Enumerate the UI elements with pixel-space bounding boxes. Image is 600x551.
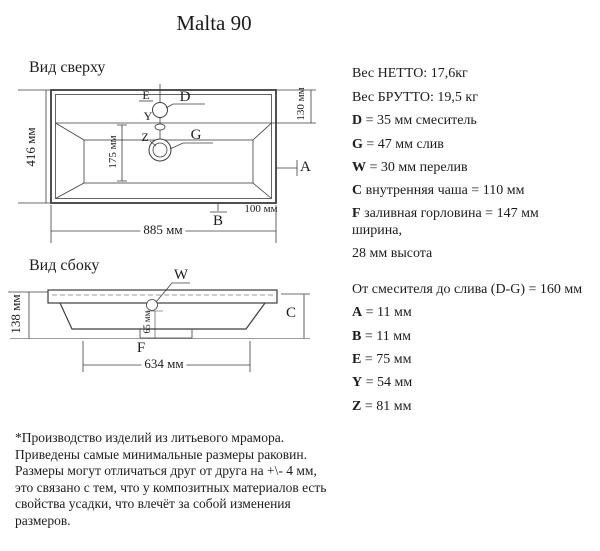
w-leader — [156, 283, 190, 302]
spec-c: C внутренняя чаша = 110 мм — [352, 183, 525, 198]
spec-d: D = 35 мм смеситель — [352, 113, 477, 128]
b-leader — [210, 203, 227, 212]
spec-e: E = 75 мм — [352, 352, 412, 367]
spec-y: Y = 54 мм — [352, 375, 413, 390]
spec-a: A = 11 мм — [352, 305, 412, 320]
spec-f: F заливная горловина = 147 мм — [352, 206, 539, 221]
point-label-y: Y — [143, 109, 153, 123]
note-line: это связано с тем, что у композитных материалов есть — [15, 479, 327, 495]
dim-label-885: 885 мм — [140, 223, 185, 237]
g-leader — [170, 143, 213, 149]
dim-label-138: 138 мм — [7, 294, 23, 334]
top-view-heading: Вид сверху — [29, 59, 106, 76]
point-label-d: D — [179, 89, 191, 105]
note-line: размеров. — [15, 512, 71, 528]
production-note — [15, 430, 345, 530]
drain-hole-outer — [149, 139, 171, 161]
faucet-hole — [153, 103, 168, 118]
spec-w: W = 30 мм перелив — [352, 160, 468, 175]
point-label-c: C — [285, 305, 297, 321]
dim-label-130: 130 мм — [294, 87, 307, 121]
side-view-heading: Вид сбоку — [29, 257, 100, 274]
point-label-g: G — [190, 127, 202, 143]
basin-profile — [60, 303, 265, 329]
point-label-a: A — [300, 159, 311, 175]
top-view-drawing — [18, 84, 316, 243]
a-leader — [276, 160, 297, 176]
point-label-w: W — [173, 267, 189, 283]
spec-g: G = 47 мм слив — [352, 137, 444, 152]
point-label-b: B — [212, 213, 224, 229]
spec-f-width: ширина, — [352, 223, 402, 238]
dim-label-416: 416 мм — [22, 127, 38, 167]
overflow-hole-side — [147, 300, 158, 311]
dim-label-634: 634 мм — [141, 357, 186, 371]
rim-profile — [48, 290, 277, 303]
page-title: Malta 90 — [176, 11, 252, 35]
dim-label-175: 175 мм — [106, 135, 119, 169]
point-label-f: F — [136, 340, 146, 356]
dim-label-100: 100 мм — [244, 203, 278, 215]
note-line: Размеры могут отличаться друг от друга на +\- 4 мм, — [15, 463, 317, 479]
spec-net-weight: Вес НЕТТО: 17,6кг — [352, 66, 468, 81]
spec-b: B = 11 мм — [352, 329, 411, 344]
dim-130 — [272, 90, 317, 123]
point-label-z: Z — [141, 130, 149, 144]
spec-f-height: 28 мм высота — [352, 246, 433, 261]
note-line: Приведены самые минимальные размеры раковин. — [15, 446, 308, 462]
point-label-e: E — [142, 88, 150, 102]
dim-label-65: 65 мм — [142, 310, 153, 334]
note-line: *Производство изделий из литьевого мрамора. — [15, 430, 285, 445]
overflow-hole-top — [155, 124, 165, 130]
spec-dg-distance: От смесителя до слива (D-G) = 160 мм — [352, 282, 583, 297]
note-line: свойства усадки, что влечёт за собой изменения — [15, 496, 291, 512]
spec-gross-weight: Вес БРУТТО: 19,5 кг — [352, 90, 478, 105]
spec-z: Z = 81 мм — [352, 399, 412, 414]
